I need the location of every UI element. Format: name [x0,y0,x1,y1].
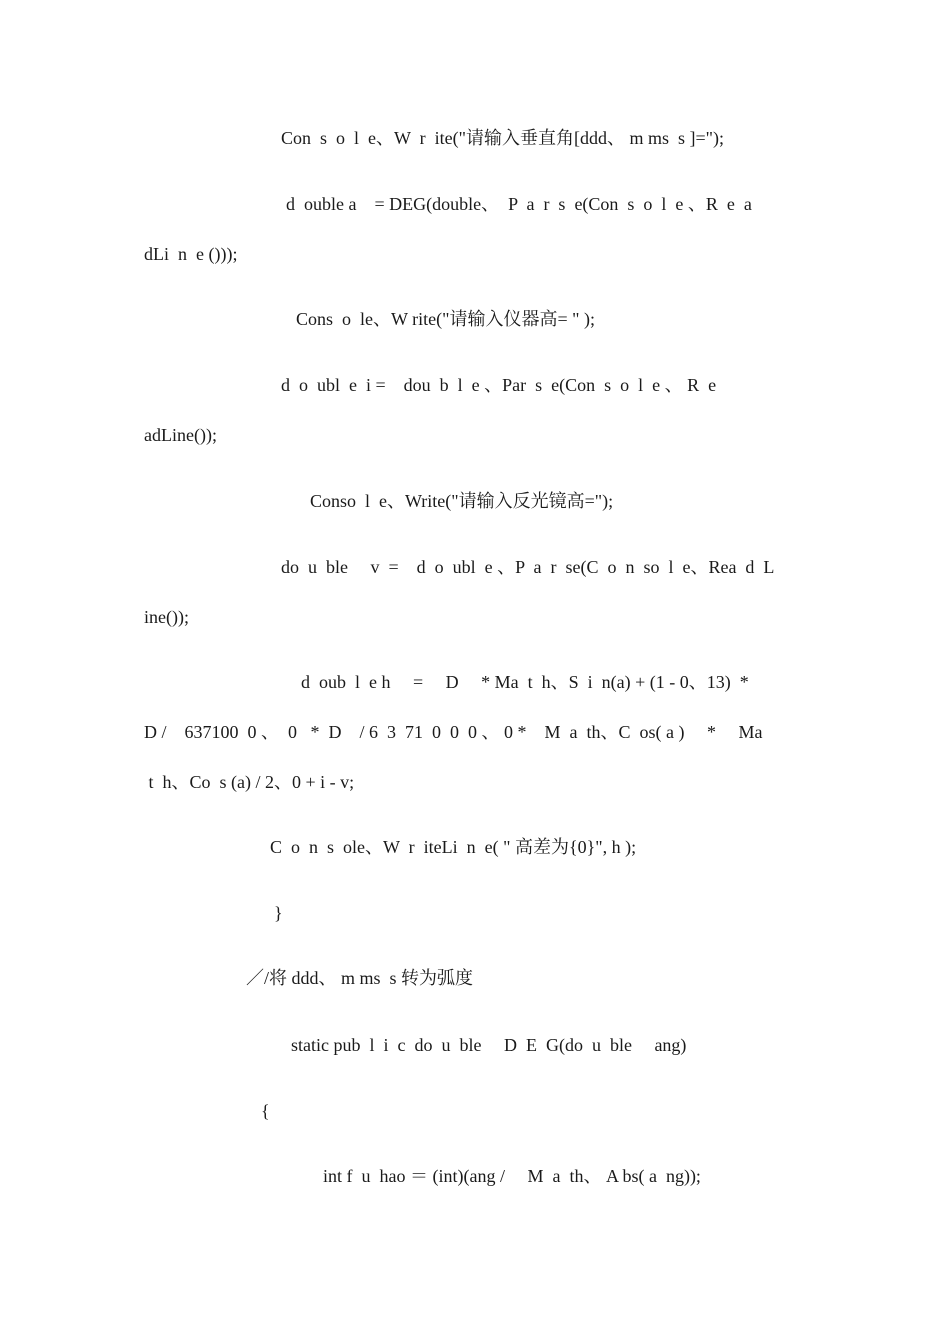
code-line: static pub l i c do u ble D E G(do u ble ang) [291,1035,687,1055]
code-line: ine()); [144,607,189,627]
code-line: adLine()); [144,425,217,445]
code-line: int f u hao ＝ (int)(ang / M a th、 A bs( a ng)); [323,1166,701,1186]
code-line: D / 637100 0 、 0 * D / 6 3 71 0 0 0 、 0 * M a th、C os( a ) * Ma [144,722,763,742]
code-line: t h、Co s (a) / 2、0 + i - v; [144,772,355,792]
code-comment: ／/将 ddd、 m ms s 转为弧度 [246,968,474,988]
code-line: d o ubl e i = dou b l e 、Par s e(Con s o l e 、 R e [281,375,717,395]
code-line: Conso l e、Write("请输入反光镜高="); [310,491,614,511]
code-line: d ouble a = DEG(double、 P a r s e(Con s o l e 、R e a [286,194,752,214]
code-line: d oub l e h = D * Ma t h、S i n(a) + (1 - 0、13) * [301,672,749,692]
code-line: } [274,903,283,923]
code-line: dLi n e ())); [144,244,238,264]
code-line: C o n s ole、W r iteLi n e( " 高差为{0}", h ); [270,837,637,857]
code-line: Cons o le、W rite("请输入仪器高= " ); [296,309,595,329]
code-line: { [261,1101,270,1121]
code-line: do u ble v = d o ubl e 、P a r se(C o n so l e、Rea d L [281,557,775,577]
code-line: Con s o l e、W r ite("请输入垂直角[ddd、 m ms s ]="); [281,128,724,148]
